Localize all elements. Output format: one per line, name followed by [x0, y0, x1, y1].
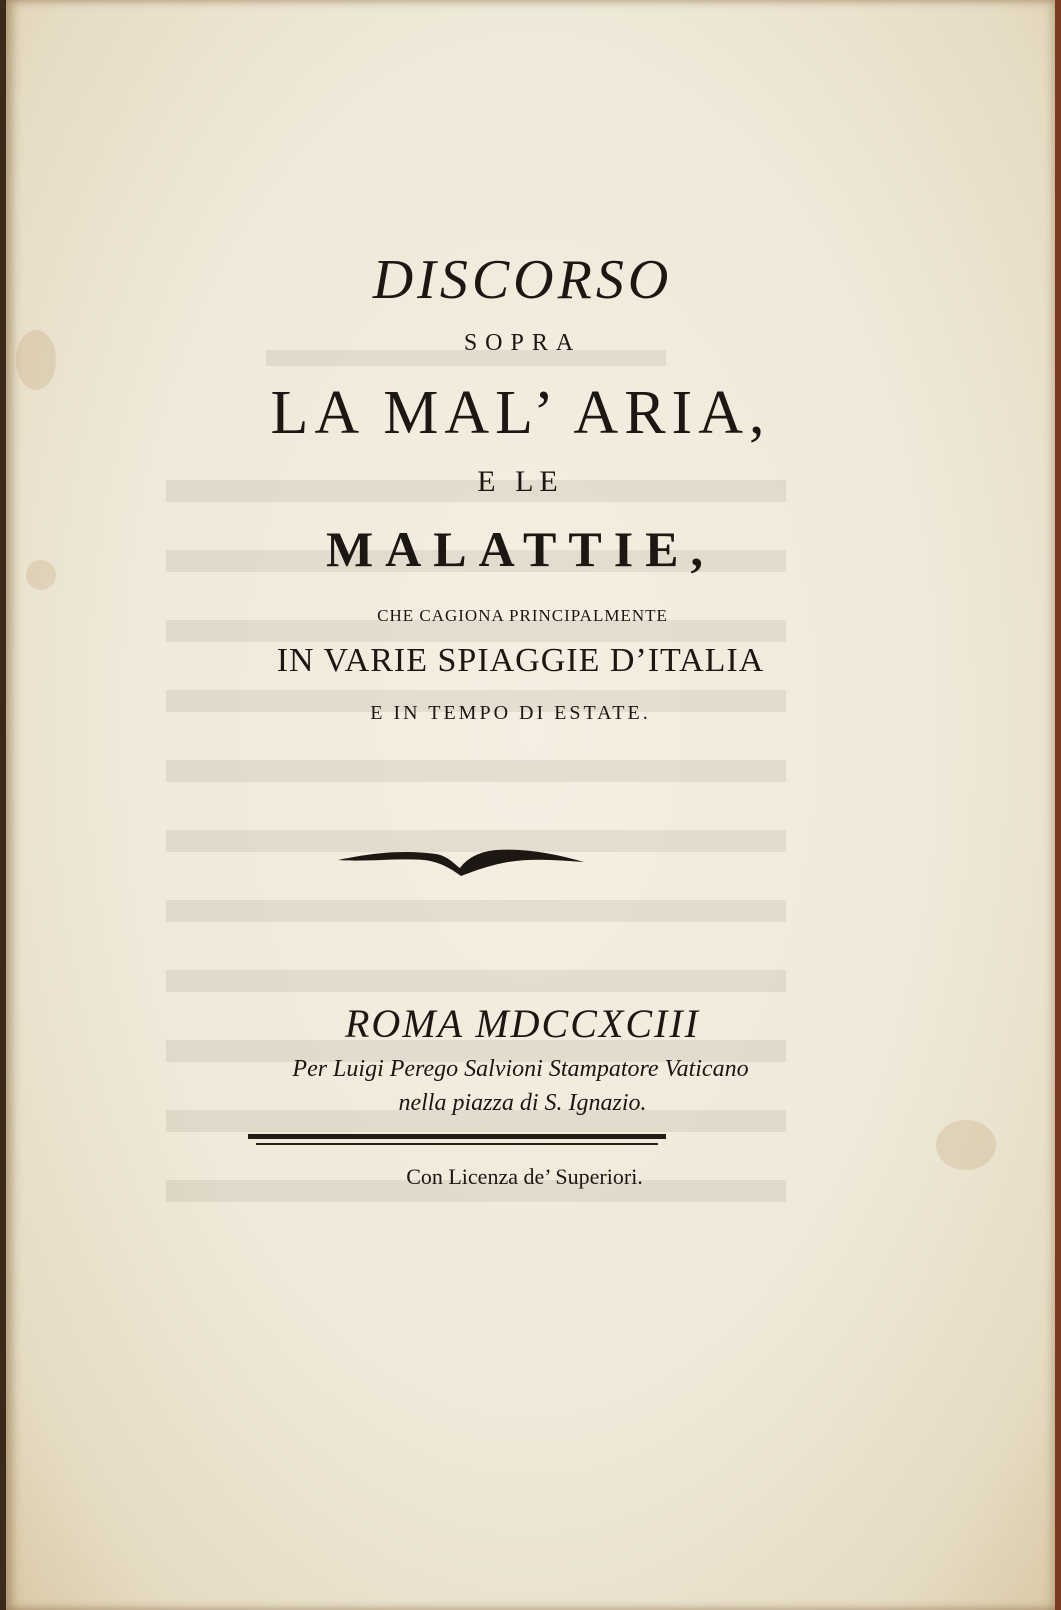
imprint-license: Con Licenza de’ Superiori.	[406, 1164, 643, 1189]
double-rule-thick	[248, 1134, 666, 1139]
title-line-ele: E LE	[477, 465, 564, 498]
imprint-place-year: ROMA MDCCXCIII	[345, 1001, 700, 1046]
title-line-spiaggie: IN VARIE SPIAGGIE D’ITALIA	[276, 642, 765, 679]
page-edge	[1055, 0, 1061, 1610]
paper-stain	[936, 1120, 996, 1170]
title-line-sopra: SOPRA	[463, 330, 582, 356]
double-rule-thin	[256, 1143, 658, 1145]
title-line-malattie: MALATTIE,	[325, 521, 716, 577]
title-line-cagiona: CHE CAGIONA PRINCIPALMENTE	[377, 606, 668, 625]
imprint-address: nella piazza di S. Ignazio.	[398, 1090, 647, 1116]
title-page	[6, 0, 1055, 1610]
title-line-tempo: E IN TEMPO DI ESTATE.	[370, 702, 651, 724]
imprint-printer: Per Luigi Perego Salvioni Stampatore Vaticano	[292, 1056, 749, 1082]
title-line-malaria: LA MAL’ ARIA,	[270, 379, 771, 447]
tailpiece-flourish-icon	[336, 838, 586, 878]
show-through-text	[146, 150, 806, 1250]
title-line-discorso: DISCORSO	[372, 249, 673, 311]
